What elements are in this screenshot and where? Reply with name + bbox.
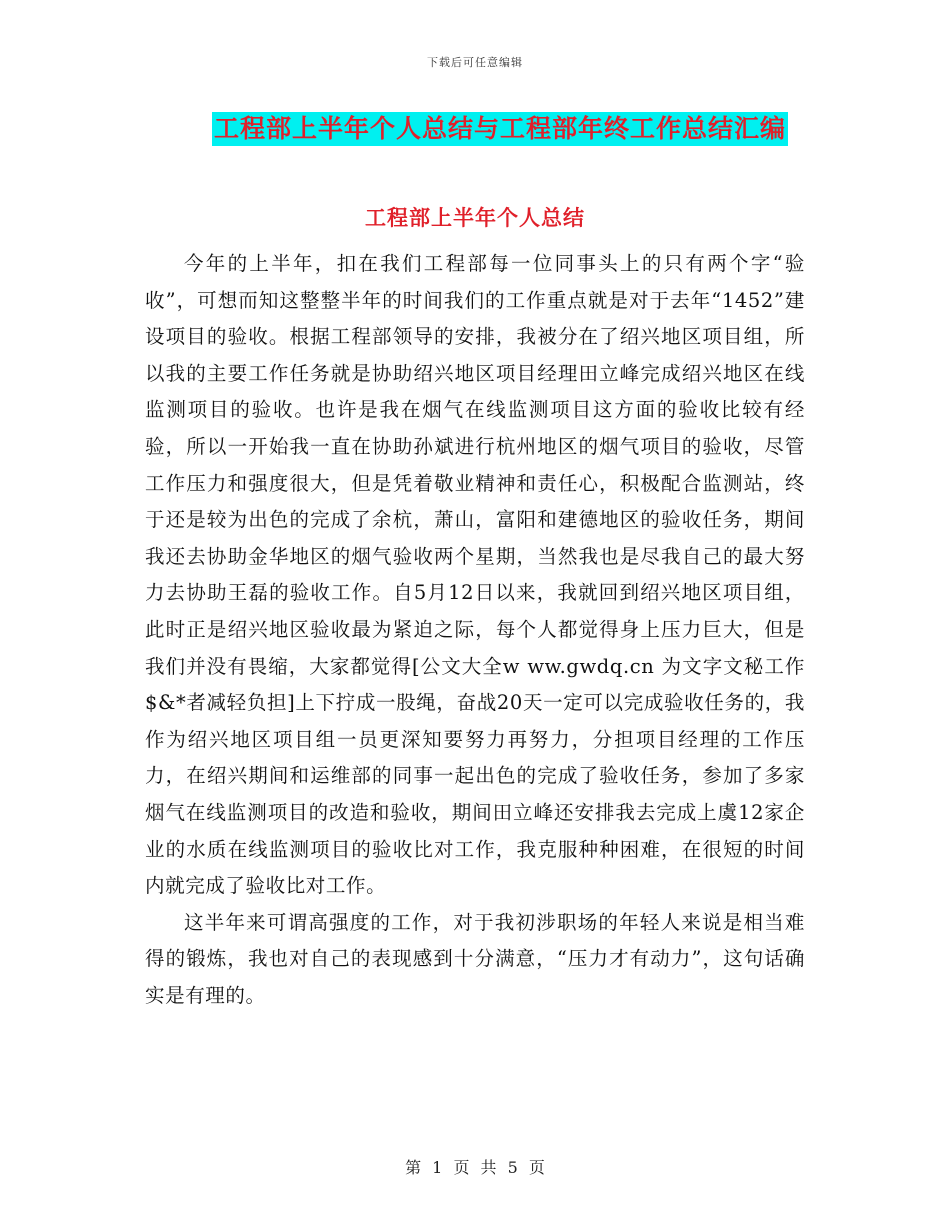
- main-title-container: [0, 112, 950, 146]
- section-title: 工程部上半年个人总结: [365, 205, 585, 230]
- page-footer: 第 1 页 共 5 页: [405, 1158, 545, 1177]
- main-title: 工程部上半年个人总结与工程部年终工作总结汇编: [212, 112, 788, 146]
- paragraph: 今年的上半年，扣在我们工程部每一位同事头上的只有两个字“验收”，可想而知这整整半年的时间我们的工作重点就是对于去年“1452”建设项目的验收。根据工程部领导的安排，我被分在了绍兴地区项目组，所以我的主要工作任务就是协助绍兴地区项目经理田立峰完成绍兴地区在线监测项目的验收。也许是我在烟气在线监测项目这方面的验收比较有经验，所以一开始我一直在协助孙斌进行杭州地区的烟气项目的验收，尽管工作压力和强度很大，但是凭着敬业精神和责任心，积极配合监测站，终于还是较为出色的完成了余杭，萧山，富阳和建德地区的验收任务，期间我还去协助金华地区的烟气验收两个星期，当然我也是尽我自己的最大努力去协助王磊的验收工作。自5月12日以来，我就回到绍兴地区项目组，此时正是绍兴地区验收最为紧迫之际，每个人都觉得身上压力巨大，但是我们并没有畏缩，大家都觉得[公文大全w ww.gwdq.cn 为文字文秘工作$&*者减轻负担]上下拧成一股绳，奋战20天一定可以完成验收任务的，我作为绍兴地区项目组一员更深知要努力再努力，分担项目经理的工作压力，在绍兴期间和运维部的同事一起出色的完成了验收任务，参加了多家烟气在线监测项目的改造和验收，期间田立峰还安排我去完成上虞12家企业的水质在线监测项目的验收比对工作，我克服种种困难，在很短的时间内就完成了验收比对工作。: [145, 252, 805, 898]
- document-body: [145, 246, 805, 1014]
- page-header-note: 下载后可任意编辑: [427, 56, 523, 69]
- paragraph: 这半年来可谓高强度的工作，对于我初涉职场的年轻人来说是相当难得的锻炼，我也对自己的表现感到十分满意，“压力才有动力”，这句话确实是有理的。: [145, 910, 805, 1007]
